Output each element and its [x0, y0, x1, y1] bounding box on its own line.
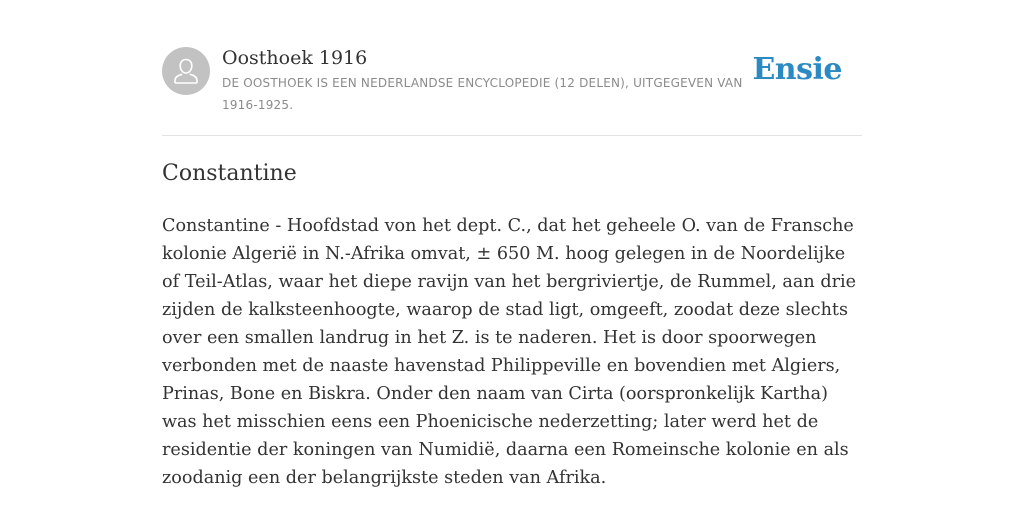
source-description: DE OOSTHOEK IS EEN NEDERLANDSE ENCYCLOPEDIE (12 DELEN), UITGEGEVEN VAN 1916-1925. — [222, 76, 743, 112]
avatar[interactable] — [162, 47, 210, 95]
source-header — [162, 45, 862, 120]
header-divider — [162, 135, 862, 136]
source-title[interactable]: Oosthoek 1916 — [222, 47, 368, 69]
entry-body: Constantine - Hoofdstad von het dept. C., dat het geheele O. van de Fransche kolonie Algerië in N.-Afrika omvat, ± 650 M. hoog gelegen in de Noordelijke of Teil-Atlas, waar het diepe ravijn van het bergriviertje, de Rummel, aan drie zijden de kalksteenhoogte, waarop de stad ligt, omgeeft, zoodat deze slechts over een smallen landrug in het Z. is te naderen. Het is door spoorwegen verbonden met de naaste havenstad Philippeville en bovendien met Algiers, Prinas, Bone en Biskra. Onder den naam van Cirta (oorspronkelijk Kartha) was het misschien eens een Phoenicische nederzetting; later werd het de residentie der koningen van Numidië, daarna een Romeinsche kolonie en als zoodanig een der belangrijkste steden van Afrika. — [162, 216, 857, 488]
entry-title: Constantine — [162, 161, 297, 186]
user-silhouette-icon — [162, 47, 210, 95]
ensie-logo[interactable]: Ensie — [752, 52, 842, 87]
